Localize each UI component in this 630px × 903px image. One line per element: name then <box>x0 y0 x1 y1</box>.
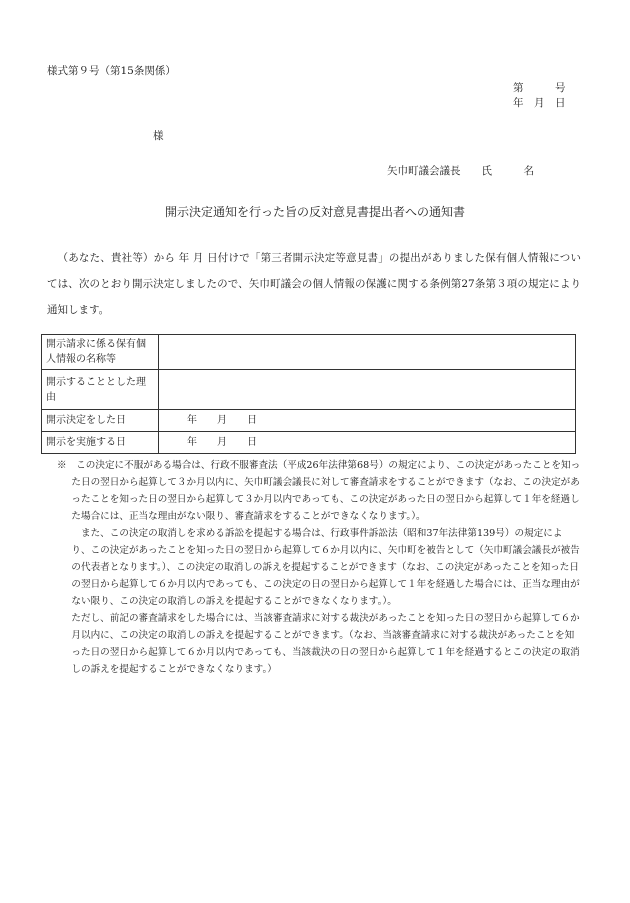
table-row-value <box>159 370 576 410</box>
document-date: 年 月 日 <box>513 97 566 109</box>
table-row <box>42 370 576 410</box>
table-row-label: 開示を実施する日 <box>42 432 159 454</box>
document-title: 開示決定通知を行った旨の反対意見書提出者への通知書 <box>164 205 465 219</box>
note-lawsuit: また、この決定の取消しを求める訴訟を提起する場合は、行政事件訴訟法（昭和37年法律第139号）の規定により、この決定があったことを知った日の翌日から起算して６か月以内に、矢巾町を被告として（矢巾町議会議長が被告の代表者となります。）、この決定の取消しの訴えを提起することができます（なお、この決定があったことを知った日の翌日から起算して６か月以内であっても、この決定の日の翌日から起算して１年を経過した場合には、正当な理由がない限り、この決定の取消しの訴えを提起することができなくなります。）。 <box>71 528 580 607</box>
table-row-label: 開示請求に係る保有個人情報の名称等 <box>42 335 159 370</box>
note-proviso: ただし、前記の審査請求をした場合には、当該審査請求に対する裁決があったことを知った日の翌日から起算して６か月以内に、この決定の取消しの訴えを提起することができます。（なお、当該審査請求に対する裁決があったことを知った日の翌日から起算して６か月以内であっても、当該裁決の日の翌日から起算して１年を経過するとこの決定の取消しの訴えを提起することができなくなります。） <box>71 613 580 675</box>
table-row-label: 開示することとした理由 <box>42 370 159 410</box>
notes-section <box>57 457 581 678</box>
body-paragraph: （あなた、貴社等）から 年 月 日付けで「第三者開示決定等意見書」の提出がありました保有個人情報については、次のとおり開示決定しましたので、矢巾町議会の個人情報の保護に関する条例第27条第３項の規定により通知します。 <box>47 252 581 316</box>
sender-line: 矢巾町議会議長 氏 名 <box>387 165 534 177</box>
table-row <box>42 432 576 454</box>
table-row-value: 年 月 日 <box>159 410 576 432</box>
table-row-value <box>159 335 576 370</box>
table-row-label: 開示決定をした日 <box>42 410 159 432</box>
info-table <box>41 334 576 454</box>
form-number: 様式第９号（第15条関係） <box>47 65 176 77</box>
note-administrative-appeal: ※ この決定に不服がある場合は、行政不服審査法（平成26年法律第68号）の規定により、この決定があったことを知った日の翌日から起算して３か月以内に、矢巾町議会議長に対して審査請求をすることができます（なお、この決定があったことを知った日の翌日から起算して３か月以内であっても、この決定があった日の翌日から起算して１年を経過した場合には、正当な理由がない限り、審査請求をすることができなくなります。）。 <box>57 460 581 522</box>
recipient-line: 様 <box>153 130 164 142</box>
table-row-value: 年 月 日 <box>159 432 576 454</box>
table-row <box>42 335 576 370</box>
table-row <box>42 410 576 432</box>
document-number: 第 号 <box>513 82 566 94</box>
